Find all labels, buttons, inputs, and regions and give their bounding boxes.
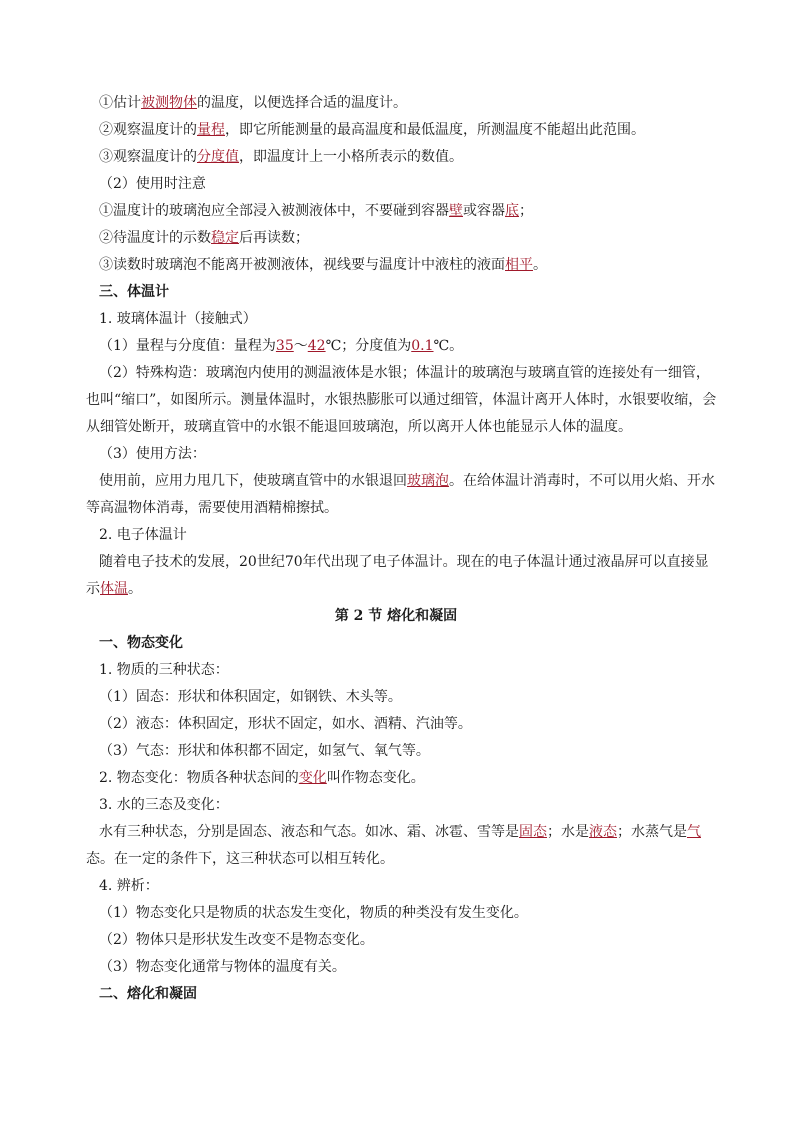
text-run: （3）使用方法：: [99, 446, 206, 462]
text-line: [86, 792, 706, 819]
text-run: ；水是: [547, 824, 589, 840]
text-run: 一、物态变化: [99, 635, 183, 651]
text-run: 水有三种状态，分别是固态、液态和气态。如冰、霜、冰雹、雪等是: [99, 824, 519, 840]
text-line: [86, 387, 717, 414]
text-line: [86, 252, 706, 279]
text-line: [86, 495, 706, 522]
answer-underline: 分度值: [197, 149, 239, 165]
text-line: [86, 765, 706, 792]
text-run: 4. 辨析：: [99, 878, 159, 894]
text-run: （3）气态：形状和体积都不固定，如氢气、氧气等。: [99, 743, 430, 759]
text-run: 3. 水的三态及变化：: [99, 797, 229, 813]
answer-underline: 体温: [100, 581, 128, 597]
text-line: [86, 414, 706, 441]
text-line: [86, 819, 706, 846]
text-run: 从细管处断开，玻璃直管中的水银不能退回玻璃泡，所以离开人体也能显示人体的温度。: [86, 419, 632, 435]
text-line: [86, 225, 706, 252]
subsection-heading: [86, 981, 706, 1008]
text-run: ℃。: [433, 338, 464, 354]
text-run: 1. 物质的三种状态：: [99, 662, 229, 678]
answer-underline: 底: [505, 203, 519, 219]
text-run: ；水蒸气是: [617, 824, 687, 840]
text-line: [86, 954, 706, 981]
text-run: 的温度，以便选择合适的温度计。: [197, 95, 407, 111]
text-run: （1）物态变化只是物质的状态发生变化，物质的种类没有发生变化。: [99, 905, 528, 921]
text-run: ～: [293, 338, 308, 354]
text-line: [86, 360, 710, 387]
answer-underline: 35: [275, 338, 294, 354]
text-run: ①温度计的玻璃泡应全部浸入被测液体中，不要碰到容器: [99, 203, 449, 219]
text-line: [86, 927, 706, 954]
text-line: [86, 117, 706, 144]
text-run: ℃；分度值为: [325, 338, 412, 354]
text-run: 示: [86, 581, 100, 597]
text-run: 等高温物体消毒，需要使用酒精棉擦拭。: [86, 500, 338, 516]
text-run: 叫作物态变化。: [326, 770, 425, 786]
text-line: [86, 171, 706, 198]
answer-underline: 壁: [449, 203, 463, 219]
text-run: 态。在一定的条件下，这三种状态可以相互转化。: [86, 851, 394, 867]
text-run: （2）使用时注意: [99, 176, 206, 192]
answer-underline: 量程: [197, 122, 225, 138]
text-line: [86, 738, 706, 765]
text-line: [86, 198, 706, 225]
text-run: ③读数时玻璃泡不能离开被测液体，视线要与温度计中液柱的液面: [99, 257, 505, 273]
text-run: ①估计: [99, 95, 141, 111]
text-line: [86, 684, 706, 711]
text-run: 后再读数；: [239, 230, 309, 246]
text-run: （2）液态：体积固定，形状不固定，如水、酒精、汽油等。: [99, 716, 472, 732]
text-run: 1. 玻璃体温计（接触式）: [99, 311, 257, 327]
document-body: [86, 90, 717, 1008]
text-run: 第 2 节 熔化和凝固: [334, 608, 458, 624]
section-heading: [86, 603, 706, 630]
text-line: [86, 549, 709, 576]
text-line: [86, 657, 706, 684]
text-run: ，即它所能测量的最高温度和最低温度，所测温度不能超出此范围。: [225, 122, 645, 138]
text-run: ②观察温度计的: [99, 122, 197, 138]
answer-underline: 相平: [505, 257, 533, 273]
text-run: 随着电子技术的发展，20世纪70年代出现了电子体温计。现在的电子体温计通过液晶屏可以直接显: [99, 554, 709, 570]
text-run: ；: [519, 203, 533, 219]
subsection-heading: [86, 630, 706, 657]
text-line: [86, 846, 706, 873]
text-line: [86, 90, 706, 117]
subsection-heading: [86, 279, 706, 306]
text-run: 。: [128, 581, 142, 597]
text-run: 。在给体温计消毒时，不可以用火焰、开水: [449, 473, 715, 489]
text-line: [86, 522, 706, 549]
text-line: [86, 306, 706, 333]
text-run: （2）特殊构造：玻璃泡内使用的测温液体是水银；体温计的玻璃泡与玻璃直管的连接处有一细管，: [99, 365, 710, 381]
text-run: 。: [533, 257, 547, 273]
text-run: 2. 物态变化：物质各种状态间的: [99, 770, 299, 786]
answer-underline: 固态: [519, 824, 547, 840]
text-line: [86, 711, 706, 738]
answer-underline: 被测物体: [141, 95, 197, 111]
text-run: 三、体温计: [99, 284, 169, 300]
text-run: ③观察温度计的: [99, 149, 197, 165]
text-run: （1）量程与分度值：量程为: [99, 338, 276, 354]
text-run: 或容器: [463, 203, 505, 219]
answer-underline: 0.1: [411, 338, 434, 354]
answer-underline: 42: [307, 338, 326, 354]
text-run: 使用前，应用力甩几下，使玻璃直管中的水银退回: [99, 473, 407, 489]
answer-underline: 玻璃泡: [407, 473, 449, 489]
text-run: ②待温度计的示数: [99, 230, 211, 246]
answer-underline: 气: [687, 824, 701, 840]
text-line: [86, 333, 706, 360]
text-line: [86, 144, 706, 171]
answer-underline: 变化: [298, 770, 327, 786]
text-line: [86, 900, 706, 927]
text-run: （3）物态变化通常与物体的温度有关。: [99, 959, 346, 975]
text-run: 也叫“缩口”，如图所示。测量体温时，水银热膨胀可以通过细管，体温计离开人体时，水银要收缩，会: [86, 392, 717, 408]
text-line: [86, 468, 715, 495]
answer-underline: 液态: [589, 824, 617, 840]
text-line: [86, 441, 706, 468]
text-run: （2）物体只是形状发生改变不是物态变化。: [99, 932, 374, 948]
text-line: [86, 576, 706, 603]
text-run: 二、熔化和凝固: [99, 986, 197, 1002]
answer-underline: 稳定: [211, 230, 239, 246]
text-run: ，即温度计上一小格所表示的数值。: [239, 149, 463, 165]
text-line: [86, 873, 706, 900]
text-run: （1）固态：形状和体积固定，如钢铁、木头等。: [99, 689, 402, 705]
text-run: 2. 电子体温计: [99, 527, 187, 543]
